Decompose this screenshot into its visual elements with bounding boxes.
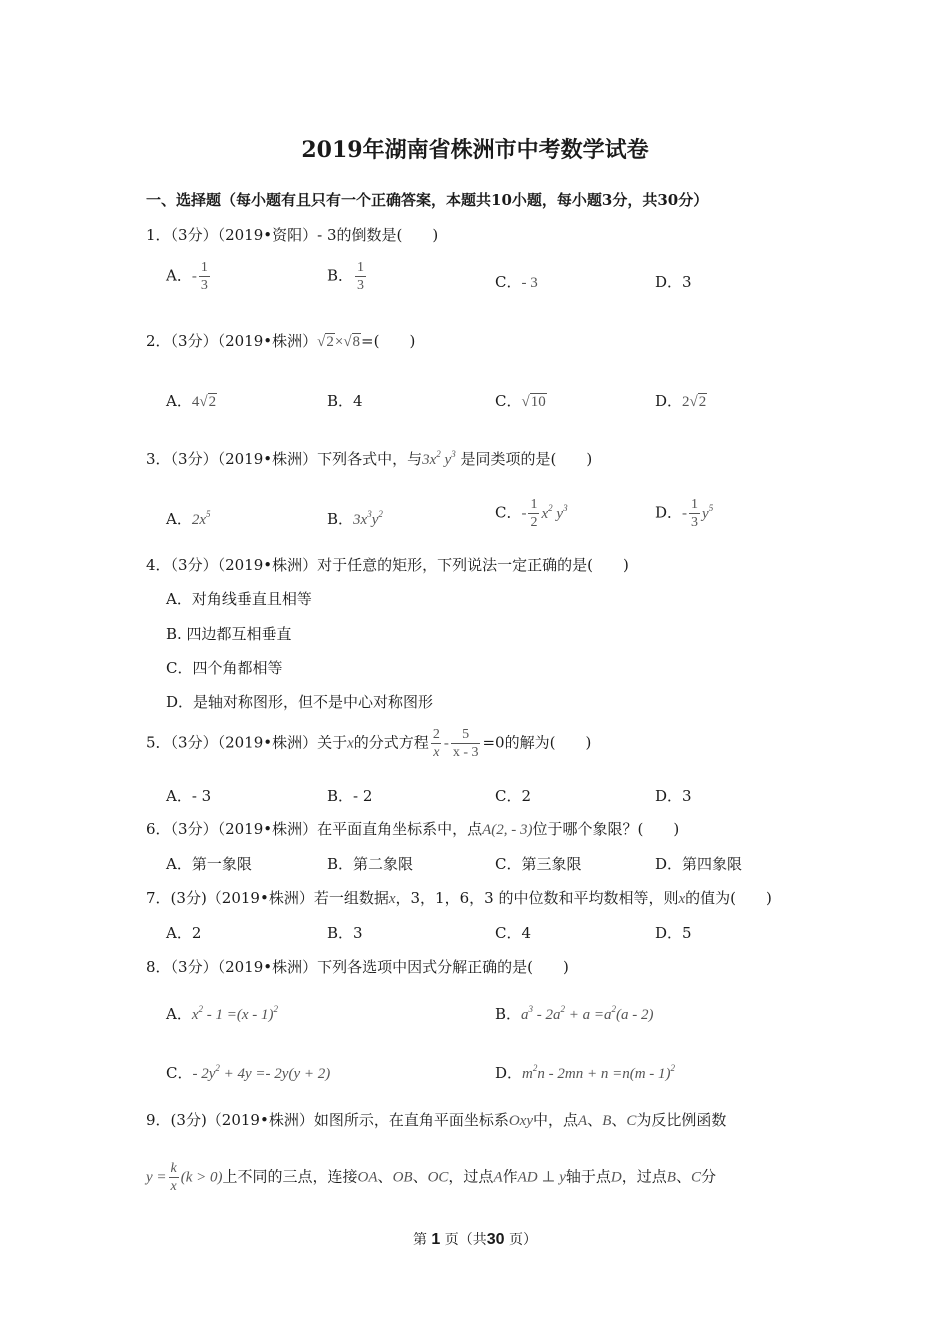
question-7-stem: 7．(3分)（2019•株洲）若一组数据x，3，1，6，3 的中位数和平均数相等，则x的值为( ) xyxy=(146,889,772,907)
question-9-line-2: y = $\frac{k}{x}$ (k > 0)上不同的三点，连接OA、OB、OC，过点A作AD ⊥ y轴于点D，过点B、C分 xyxy=(146,1161,716,1194)
question-4-stem: 4．（3分）（2019•株洲）对于任意的矩形，下列说法一定正确的是( ) xyxy=(146,556,629,574)
q4-option-c: C．四个角都相等 xyxy=(166,659,283,677)
page-footer: 第 1 页（共30 页） xyxy=(412,1231,538,1248)
q5-option-b: B．- 2 xyxy=(327,787,373,805)
q7-option-c: C．4 xyxy=(495,924,532,942)
question-6-stem: 6．（3分）（2019•株洲）在平面直角坐标系中，点A(2, - 3)位于哪个象限？( ) xyxy=(146,820,680,838)
q3-option-b: B．$3x^3y^2$ xyxy=(327,509,383,528)
q4-option-b: B. 四边都互相垂直 xyxy=(166,625,292,643)
q2-option-d: D．2√2 xyxy=(655,392,707,410)
question-3-stem: 3．（3分）（2019•株洲）下列各式中，与$3x^2$ $y^3$ 是同类项的是( ) xyxy=(146,449,593,468)
q5-option-a: A．- 3 xyxy=(166,787,212,805)
q6-option-b: B．第二象限 xyxy=(327,855,414,873)
q8-option-c: C．- $2y^2 + 4y =- 2y(y + 2)$ xyxy=(166,1063,331,1082)
q7-option-b: B．3 xyxy=(327,924,363,942)
q6-option-d: D．第四象限 xyxy=(655,855,743,873)
q3-option-a: A．$2x^5$ xyxy=(166,509,211,528)
question-9-line-1: 9．(3分)（2019•株洲）如图所示，在直角平面坐标系Oxy中，点A、B、C为反比例函数 xyxy=(146,1111,727,1129)
page-title: 2019年湖南省株洲市中考数学试卷 xyxy=(301,137,649,163)
q7-option-d: D．5 xyxy=(655,924,692,942)
q3-option-c: C．- $\frac{1}{2}$ $x^2$ $y^3$ xyxy=(495,497,568,530)
q8-option-d: D．$m^2n - 2mn + n =n(m - 1)^2$ xyxy=(495,1063,676,1082)
q1-option-a: A．- $\frac{1}{3}$ xyxy=(166,260,208,293)
q6-option-a: A．第一象限 xyxy=(166,855,252,873)
q4-option-a: A．对角线垂直且相等 xyxy=(166,590,312,608)
q7-option-a: A．2 xyxy=(166,924,202,942)
q2-option-c: C．√10 xyxy=(495,392,546,410)
q3-option-d: D．- $\frac{1}{3}$ $y^5$ xyxy=(655,497,714,530)
question-8-stem: 8．（3分）（2019•株洲）下列各选项中因式分解正确的是( ) xyxy=(146,958,569,976)
q2-option-a: A．4√2 xyxy=(166,392,217,410)
q8-option-a: A．$x^2 - 1 =(x - 1)^2$ xyxy=(166,1004,279,1023)
q1-option-d: D．3 xyxy=(655,273,692,291)
q2-option-b: B．4 xyxy=(327,392,363,410)
question-1-stem: 1．（3分）（2019•资阳）- 3的倒数是( ) xyxy=(146,226,439,244)
q4-option-d: D．是轴对称图形，但不是中心对称图形 xyxy=(166,693,434,711)
q1-option-c: C．- 3 xyxy=(495,273,538,291)
q1-option-b: B． $\frac{1}{3}$ xyxy=(327,260,365,293)
question-2-stem: 2．（3分）（2019•株洲）√2×√8=( ) xyxy=(146,332,416,350)
q5-option-c: C．2 xyxy=(495,787,532,805)
q8-option-b: B．$a^3 - 2a^2 + a =a^2(a - 2)$ xyxy=(495,1004,654,1023)
section-heading: 一、选择题（每小题有且只有一个正确答案，本题共10小题，每小题3分，共30分） xyxy=(146,191,709,209)
question-5-stem: 5．（3分）（2019•株洲）关于x的分式方程 $\frac{2}{x}$ - $\frac{5}{x - 3}$ =0的解为( ) xyxy=(146,727,592,760)
q6-option-c: C．第三象限 xyxy=(495,855,582,873)
q5-option-d: D．3 xyxy=(655,787,692,805)
